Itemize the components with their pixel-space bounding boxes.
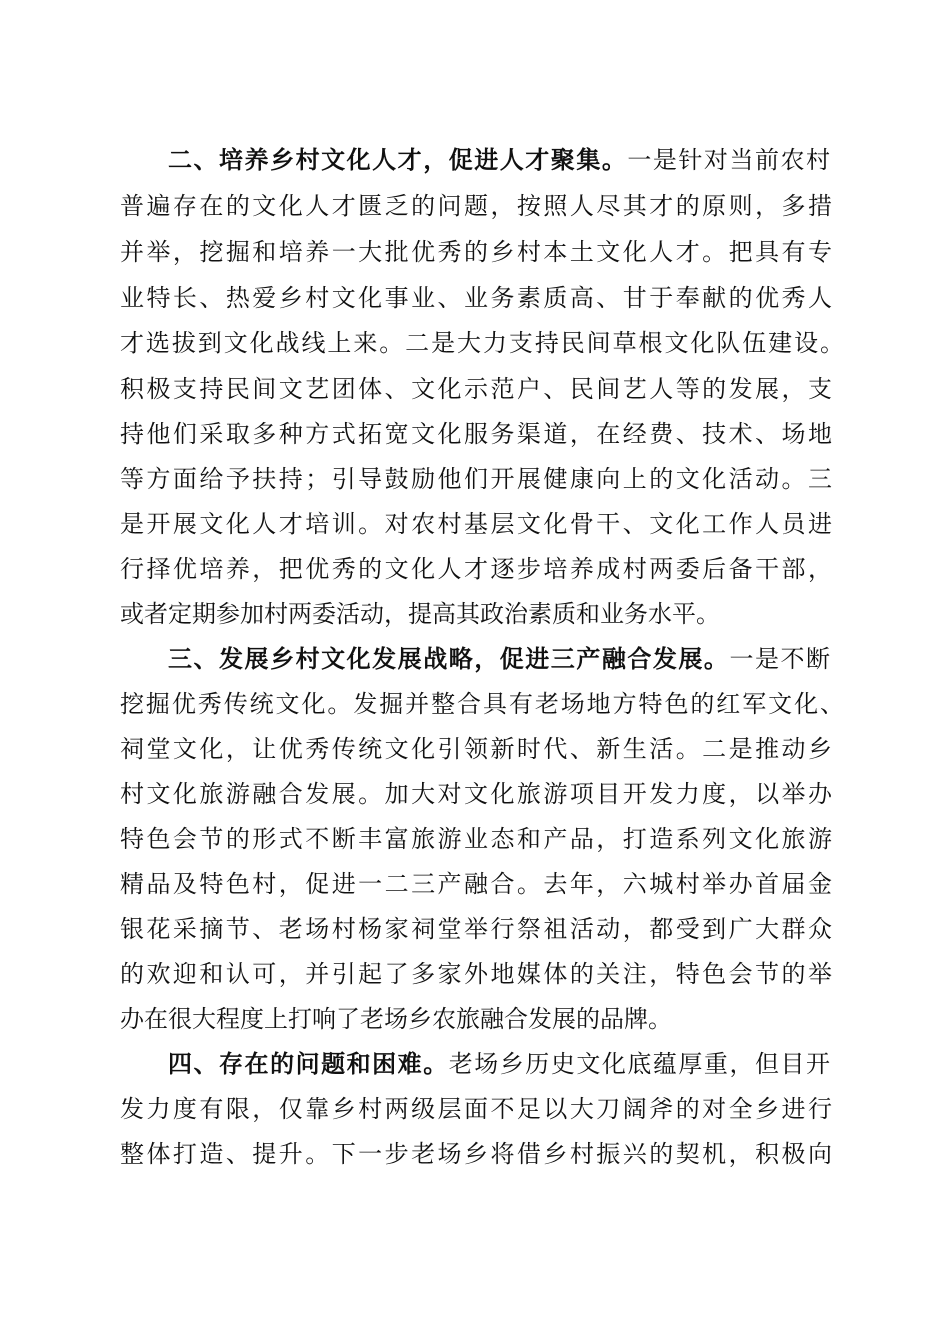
- paragraph-line: 的欢迎和认可，并引起了多家外地媒体的关注，特色会节的举: [120, 960, 832, 988]
- paragraph-line: 挖掘优秀传统文化。发掘并整合具有老场地方特色的红军文化、: [120, 690, 844, 718]
- paragraph-line: [168, 137, 830, 183]
- paragraph-line: 或者定期参加村两委活动，提高其政治素质和业务水平。: [120, 600, 720, 628]
- paragraph-line: 整体打造、提升。下一步老场乡将借乡村振兴的契机，积极向: [120, 1140, 832, 1168]
- section-heading: 四、存在的问题和困难。: [168, 1050, 449, 1078]
- paragraph-line: 是开展文化人才培训。对农村基层文化骨干、文化工作人员进: [120, 510, 832, 538]
- paragraph-line: 持他们采取多种方式拓宽文化服务渠道，在经费、技术、场地: [120, 420, 832, 448]
- section-heading: 三、发展乡村文化发展战略，促进三产融合发展。: [168, 645, 730, 673]
- paragraph-line: 村文化旅游融合发展。加大对文化旅游项目开发力度，以举办: [120, 780, 832, 808]
- paragraph-line: 普遍存在的文化人才匮乏的问题，按照人尽其才的原则，多措: [120, 192, 832, 220]
- paragraph-line: 并举，挖掘和培养一大批优秀的乡村本土文化人才。把具有专: [120, 238, 832, 266]
- paragraph-line: 精品及特色村，促进一二三产融合。去年，六城村举办首届金: [120, 870, 832, 898]
- paragraph-line: 才选拔到文化战线上来。二是大力支持民间草根文化队伍建设。: [120, 329, 844, 357]
- paragraph-text: 一是针对当前农村: [627, 146, 830, 174]
- paragraph-line: 银花采摘节、老场村杨家祠堂举行祭祖活动，都受到广大群众: [120, 915, 832, 943]
- paragraph-line: [168, 1041, 830, 1087]
- paragraph-text: 老场乡历史文化底蕴厚重，但目开: [448, 1050, 831, 1078]
- paragraph-line: 积极支持民间文艺团体、文化示范户、民间艺人等的发展，支: [120, 375, 832, 403]
- paragraph-line: 发力度有限，仅靠乡村两级层面不足以大刀阔斧的对全乡进行: [120, 1095, 832, 1123]
- paragraph-line: 等方面给予扶持；引导鼓励他们开展健康向上的文化活动。三: [120, 465, 832, 493]
- paragraph-line: [168, 636, 830, 682]
- paragraph-text: 一是不断: [729, 645, 831, 673]
- paragraph-line: 祠堂文化，让优秀传统文化引领新时代、新生活。二是推动乡: [120, 735, 832, 763]
- section-heading: 二、培养乡村文化人才，促进人才聚集。: [168, 146, 628, 174]
- paragraph-line: 行择优培养，把优秀的文化人才逐步培养成村两委后备干部，: [120, 555, 832, 583]
- paragraph-line: 特色会节的形式不断丰富旅游业态和产品，打造系列文化旅游: [120, 825, 832, 853]
- paragraph-line: 业特长、热爱乡村文化事业、业务素质高、甘于奉献的优秀人: [120, 284, 832, 312]
- paragraph-line: 办在很大程度上打响了老场乡农旅融合发展的品牌。: [120, 1005, 672, 1033]
